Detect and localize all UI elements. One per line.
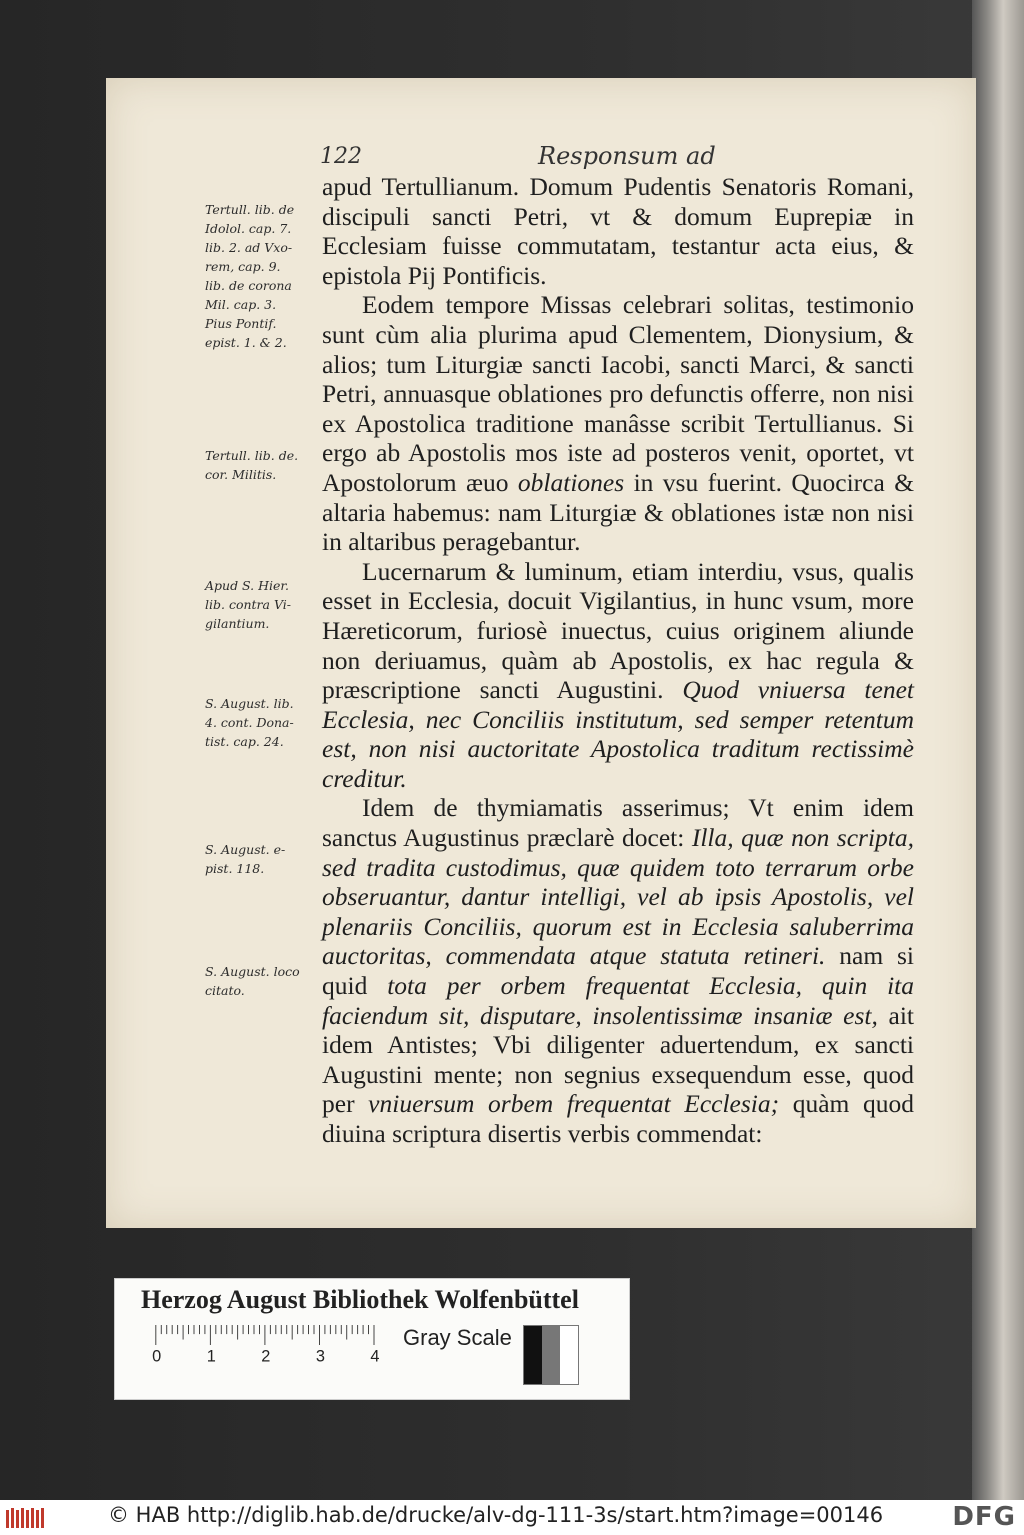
margin-note-line: S. August. lib.	[205, 696, 294, 711]
margin-note	[205, 962, 320, 1000]
library-name: Herzog August Bibliothek Wolfenbüttel	[141, 1285, 579, 1314]
italic-run: tota per orbem frequentat Ecclesia, quin ita faciendum sit, disputare, insolentissimæ insaniæ est,	[322, 971, 914, 1030]
margin-note-line: lib. de corona	[205, 278, 292, 293]
ruler-label: 1	[206, 1347, 216, 1365]
gray-swatch-white	[560, 1326, 578, 1384]
gray-swatch-mid	[542, 1326, 560, 1384]
margin-note-line: cor. Militis.	[205, 467, 277, 482]
paragraph	[322, 172, 914, 290]
body-text	[322, 172, 914, 1149]
source-url-link[interactable]: © HAB http://diglib.hab.de/drucke/alv-dg-111-3s/start.htm?image=00146	[108, 1503, 884, 1527]
text-run: quàm quod diuina scriptura disertis verbis commendat:	[322, 1089, 914, 1148]
ruler-scale	[139, 1325, 389, 1365]
gray-scale-label: Gray Scale	[403, 1325, 512, 1350]
ruler-label: 3	[315, 1347, 325, 1365]
margin-note-line: citato.	[205, 983, 245, 998]
text-run: ait idem Antistes; Vbi diligenter aduertendum, ex sancti Augustini mente; non segnius exsequendum esse, quod per	[322, 1000, 914, 1119]
margin-note-line: tist. cap. 24.	[205, 734, 284, 749]
italic-run: oblationes	[517, 467, 625, 497]
margin-note-line: S. August. e-	[205, 842, 286, 857]
text-run: Eodem tempore Missas celebrari solitas, testimonio sunt cùm alia plurima apud Clementem, Dionysium, & alios; tum Liturgiæ sancti Iacobi, sancti Marci, & sancti Petri, annuasque oblationes pro defunctis offerre, non nisi ex Apostolica traditione manâsse scribit Tertullianus. Si ergo ab Apostolis mos iste ad posteros venit, oportet, vt Apostolorum æuo	[322, 290, 914, 497]
text-run: in vsu fuerint. Quocirca & altaria habemus: nam Liturgiæ & oblationes istæ non nisi in altaribus peragebantur.	[322, 467, 915, 557]
margin-note-line: Tertull. lib. de.	[205, 448, 299, 463]
gray-scale-swatch	[523, 1325, 579, 1385]
margin-note-line: lib. contra Vi-	[205, 597, 291, 612]
margin-note-line: epist. 1. & 2.	[205, 335, 287, 350]
margin-note-line: rem, cap. 9.	[205, 259, 281, 274]
margin-note-line: S. August. loco	[205, 964, 300, 979]
paragraph	[322, 793, 914, 1148]
margin-note-line: gilantium.	[205, 616, 270, 631]
paragraph	[322, 557, 914, 794]
margin-note	[205, 840, 320, 878]
margin-note-line: Tertull. lib. de	[205, 202, 295, 217]
margin-note-line: lib. 2. ad Vxo-	[205, 240, 293, 255]
color-reference-card	[114, 1278, 630, 1400]
margin-note-line: Idolol. cap. 7.	[205, 221, 292, 236]
paragraph	[322, 290, 914, 556]
text-run: apud Tertullianum. Domum Pudentis Senatoris Romani, discipuli sancti Petri, vt & domum Euprepiæ in Ecclesiam fuisse commutatam, testantur acta eius, & epistola Pij Pontificis.	[322, 172, 914, 290]
text-run: nam si quid	[322, 941, 915, 1001]
running-title: Responsum ad	[538, 142, 716, 170]
ruler-label: 0	[152, 1347, 162, 1365]
margin-note-line: Mil. cap. 3.	[205, 297, 277, 312]
hab-logo-icon	[6, 1506, 46, 1530]
italic-run: vniuersum orbem frequentat Ecclesia;	[368, 1089, 780, 1119]
text-run: Lucernarum & luminum, etiam interdiu, vsus, qualis esset in Ecclesia, docuit Vigilantius, in hunc vsum, more Hæreticorum, furiosè inuectus, cuius originem aliunde non deriuamus, quàm ab Apostolis, ex hac regula & præscriptione sancti Augustini.	[322, 556, 914, 705]
gray-swatch-black	[524, 1326, 542, 1384]
margin-note-line: Pius Pontif.	[205, 316, 277, 331]
margin-note	[205, 694, 320, 751]
margin-note	[205, 576, 320, 633]
dfg-logo: DFG	[952, 1502, 1016, 1532]
page-number: 122	[320, 144, 362, 169]
ruler-label: 2	[261, 1347, 271, 1365]
margin-note	[205, 200, 320, 352]
italic-run: Illa, quæ non scripta, sed tradita custodimus, quæ quidem toto terrarum orbe obseruantur, dantur intelligi, vel ab ipsis Apostolis, vel plenariis Conciliis, quorum est in Ecclesia saluberrima auctoritas, commendata atque statuta retineri.	[322, 823, 914, 971]
margin-note	[205, 446, 320, 484]
margin-note-line: pist. 118.	[205, 861, 265, 876]
ruler-label: 4	[370, 1347, 380, 1365]
text-run: Idem de thymiamatis asserimus; Vt enim idem sanctus Augustinus præclarè docet:	[322, 793, 914, 853]
margin-note-line: 4. cont. Dona-	[205, 715, 294, 730]
book-edge	[972, 0, 1024, 1500]
italic-run: Quod vniuersa tenet Ecclesia, nec Conciliis institutum, sed semper retentum est, non nisi auctoritate Apostolica traditum rectissimè creditur.	[322, 675, 914, 793]
margin-note-line: Apud S. Hier.	[205, 578, 289, 593]
footer-bar	[0, 1500, 1024, 1535]
